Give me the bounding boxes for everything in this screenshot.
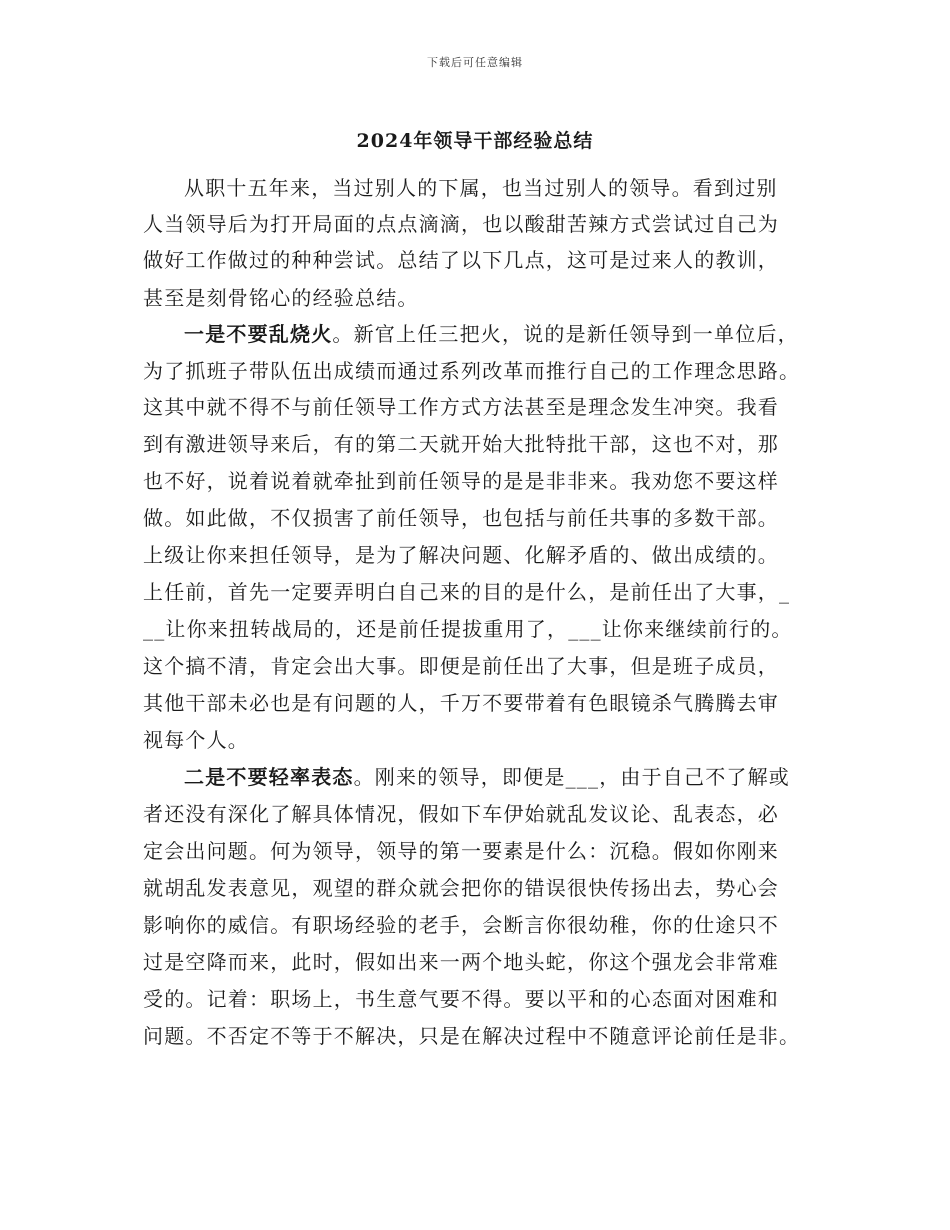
- body-line: [184, 763, 874, 791]
- body-line: [143, 800, 833, 828]
- line-text: 为了抓班子带队伍出成绩而通过系列改革而推行自己的工作理念思路。: [143, 359, 801, 383]
- line-text: 做好工作做过的种种尝试。总结了以下几点，这可是过来人的教训，: [143, 248, 779, 272]
- body-line: [143, 541, 833, 569]
- line-text: 。刚来的领导，即便是___，由于自己不了解或: [353, 765, 791, 789]
- line-text: 问题。不否定不等于不解决，只是在解决过程中不随意评论前任是非。: [143, 1024, 801, 1048]
- line-text: 视每个人。: [143, 728, 249, 752]
- body-line: [143, 652, 833, 680]
- body-line: [143, 726, 833, 754]
- line-text: 定会出问题。何为领导，领导的第一要素是什么：沉稳。假如你刚来: [143, 839, 779, 863]
- line-text: 从职十五年来，当过别人的下属，也当过别人的领导。看到过别: [184, 176, 778, 200]
- line-text: 过是空降而来，此时，假如出来一两个地头蛇，你这个强龙会非常难: [143, 950, 779, 974]
- paragraph-lead: 一是不要乱烧火: [184, 322, 333, 346]
- document-title: 2024年领导干部经验总结: [356, 130, 594, 152]
- body-line: [143, 284, 833, 312]
- body-line: [143, 246, 833, 274]
- body-line: [143, 504, 833, 532]
- line-text: 做。如此做，不仅损害了前任领导，也包括与前任共事的多数干部。: [143, 506, 779, 530]
- body-line: [143, 985, 833, 1013]
- line-text: 上级让你来担任领导，是为了解决问题、化解矛盾的、做出成绩的。: [143, 543, 779, 567]
- body-line: [143, 948, 833, 976]
- body-line: [143, 467, 833, 495]
- line-text: 。新官上任三把火，说的是新任领导到一单位后，: [332, 322, 799, 346]
- line-text: 受的。记着：职场上，书生意气要不得。要以平和的心态面对困难和: [143, 987, 779, 1011]
- line-text: __让你来扭转战局的，还是前任提拔重用了，___让你来继续前行的。: [143, 617, 793, 641]
- body-line: [184, 174, 874, 202]
- line-text: 其他干部未必也是有问题的人，千万不要带着有色眼镜杀气腾腾去审: [143, 691, 779, 715]
- line-text: 到有激进领导来后，有的第二天就开始大批特批干部，这也不对，那: [143, 432, 779, 456]
- body-line: [143, 430, 833, 458]
- body-line: [143, 837, 833, 865]
- body-line: [143, 615, 833, 643]
- line-text: 上任前，首先一定要弄明白自己来的目的是什么，是前任出了大事，_: [143, 580, 791, 604]
- header-note: 下载后可任意编辑: [427, 56, 523, 69]
- paragraph-lead: 二是不要轻率表态: [184, 765, 354, 789]
- body-line: [143, 393, 833, 421]
- line-text: 甚至是刻骨铭心的经验总结。: [143, 286, 419, 310]
- line-text: 就胡乱发表意见，观望的群众就会把你的错误很快传扬出去，势心会: [143, 876, 779, 900]
- line-text: 这其中就不得不与前任领导工作方式方法甚至是理念发生冲突。我看: [143, 395, 779, 419]
- line-text: 这个搞不清，肯定会出大事。即便是前任出了大事，但是班子成员，: [143, 654, 779, 678]
- line-text: 影响你的威信。有职场经验的老手，会断言你很幼稚，你的仕途只不: [143, 913, 779, 937]
- body-line: [143, 578, 833, 606]
- line-text: 也不好，说着说着就牵扯到前任领导的是是非非来。我劝您不要这样: [143, 469, 779, 493]
- body-line: [143, 357, 833, 385]
- body-line: [143, 1022, 833, 1050]
- body-line: [143, 911, 833, 939]
- body-line: [143, 874, 833, 902]
- body-line: [143, 689, 833, 717]
- line-text: 者还没有深化了解具体情况，假如下车伊始就乱发议论、乱表态，必: [143, 802, 779, 826]
- line-text: 人当领导后为打开局面的点点滴滴，也以酸甜苦辣方式尝试过自己为: [143, 212, 779, 236]
- body-line: [184, 320, 874, 348]
- body-line: [143, 210, 833, 238]
